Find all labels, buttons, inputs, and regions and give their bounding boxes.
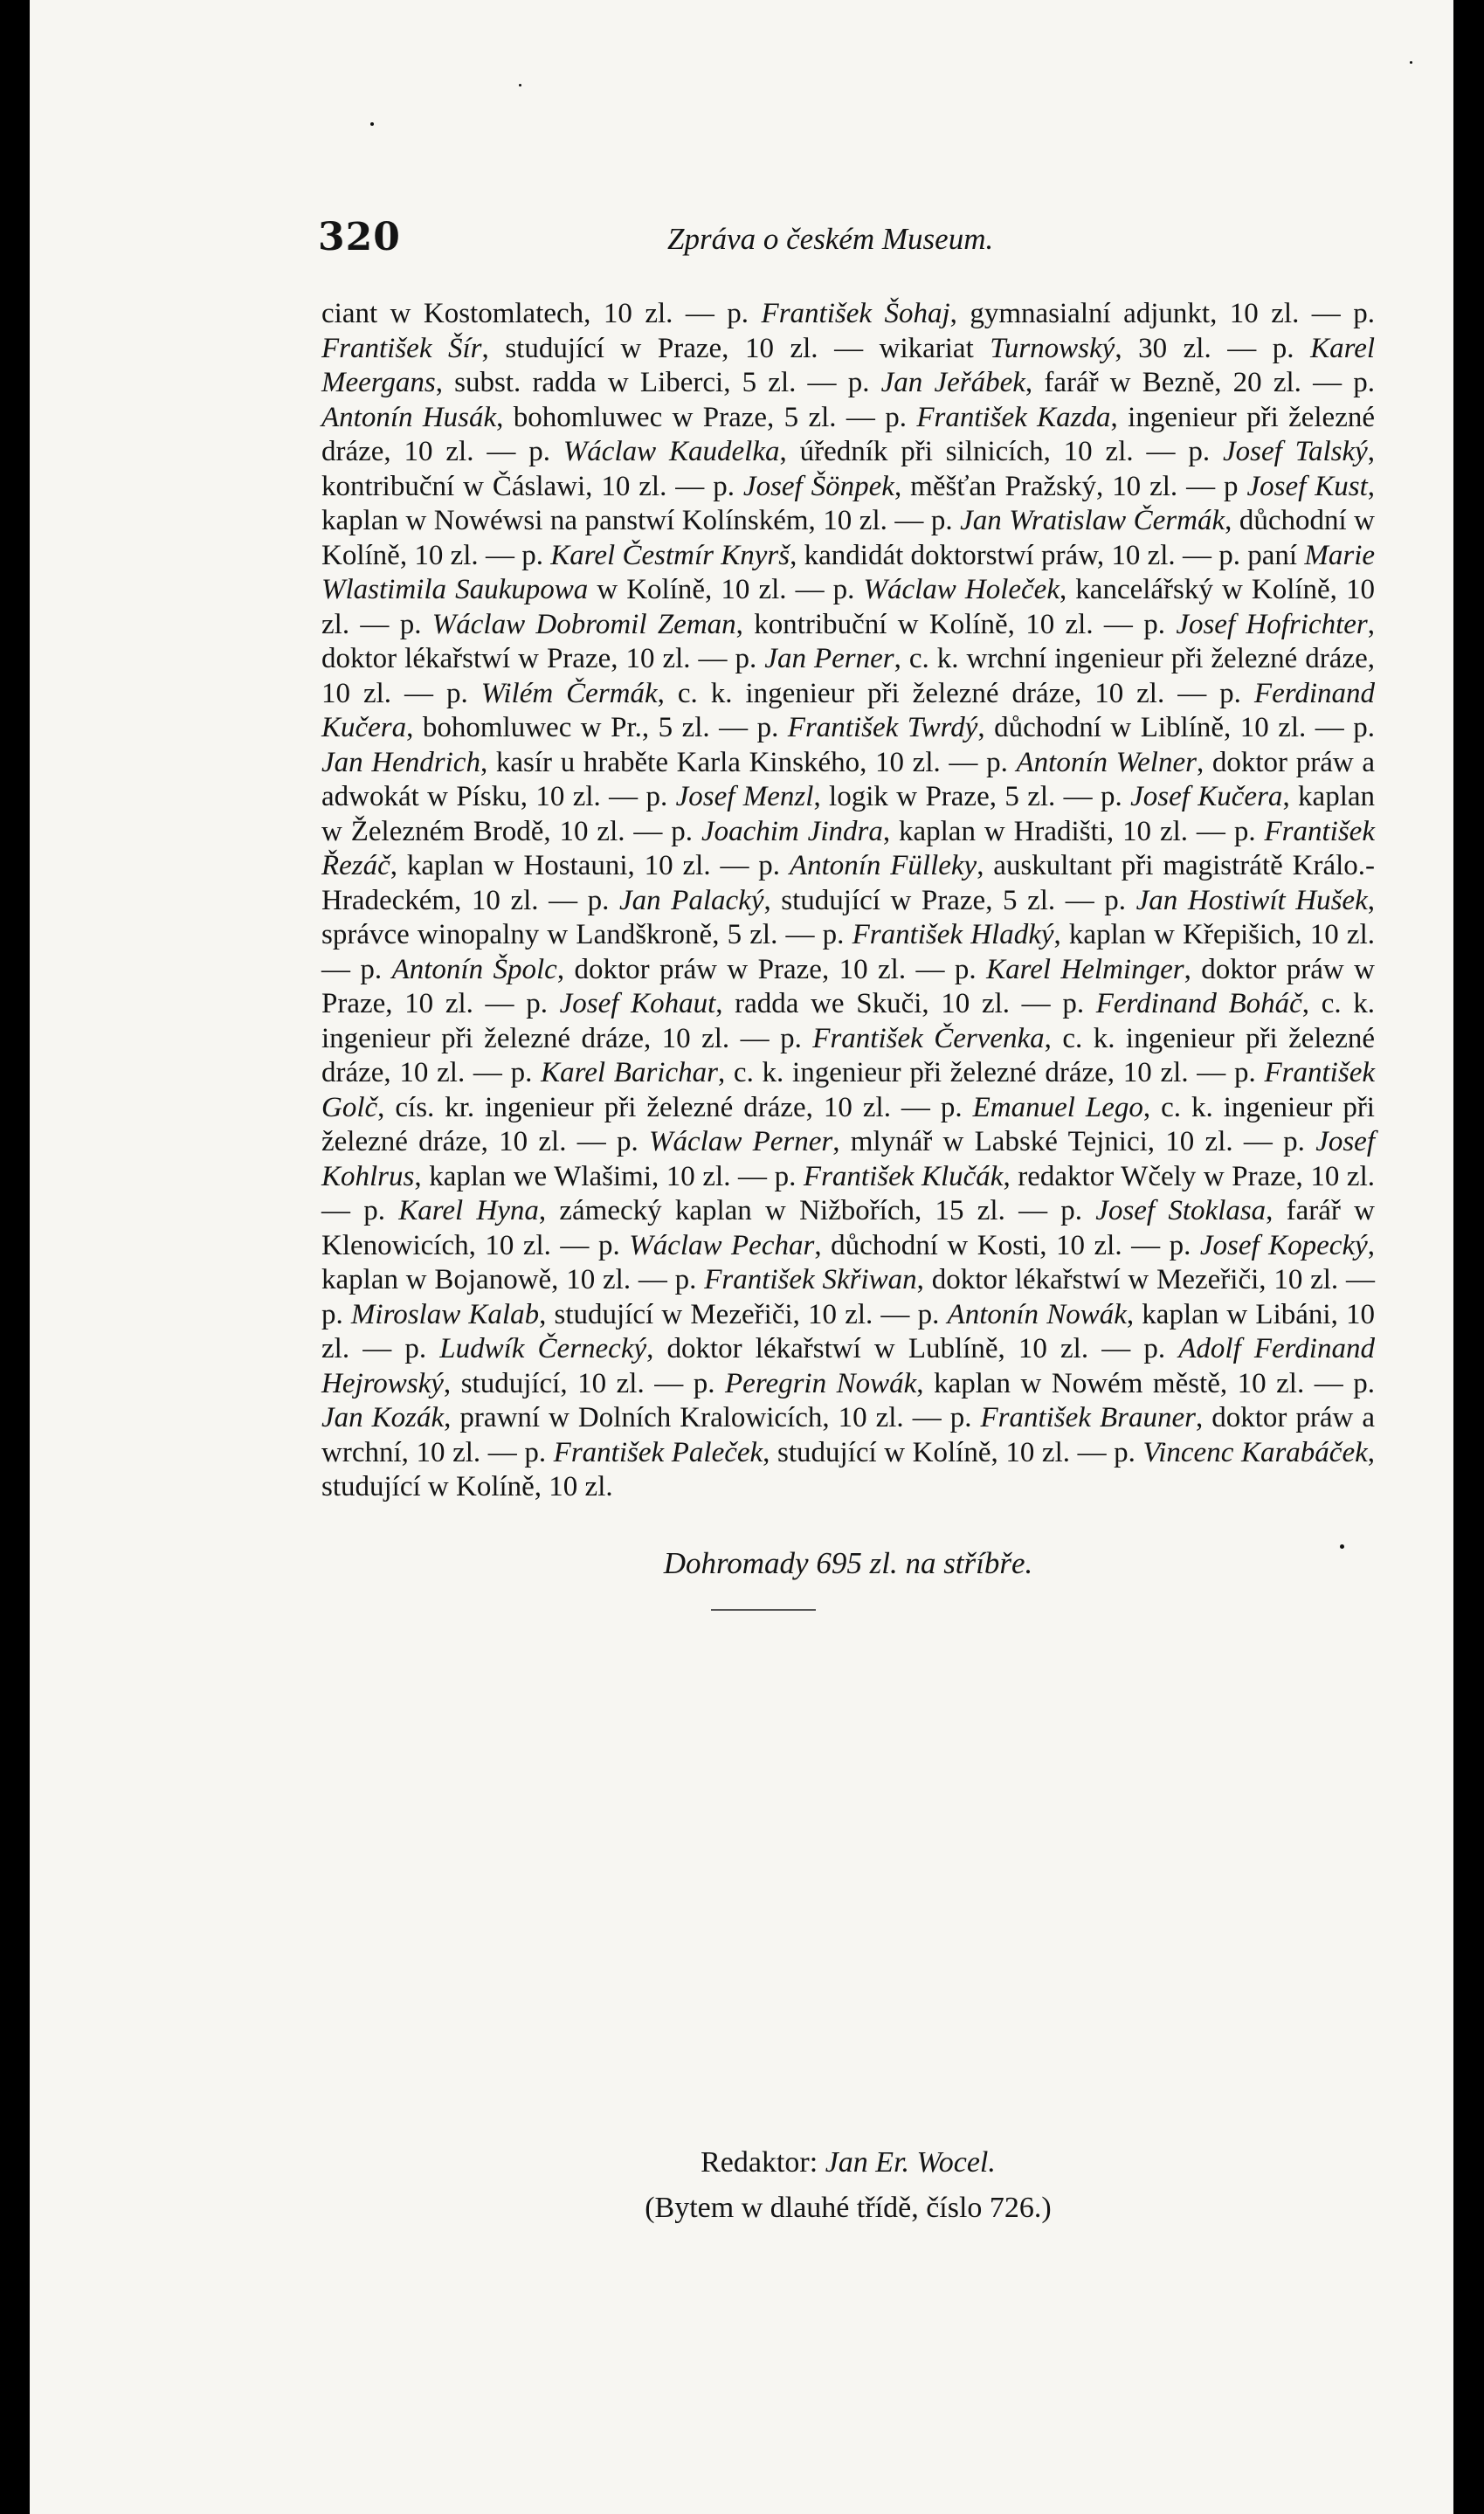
entry-text: , kontribuční w Kolíně, 10 zl. — p.	[735, 608, 1177, 640]
scan-speck	[370, 122, 374, 126]
person-name: František Hladký	[852, 919, 1054, 950]
entry-text: , doktor lékařstwí w Praze, 10 zl. — p.	[321, 608, 1375, 674]
running-title: Zpráva o českém Museum.	[667, 222, 994, 256]
person-name: Adolf Ferdinand Hejrowský	[321, 1333, 1375, 1399]
entry-text: , doktor lékařstwí w Mezeřiči, 10 zl. — p.	[321, 1264, 1375, 1330]
person-name: Joachim Jindra	[701, 815, 883, 847]
entry-text: , doktor lékařstwí w Lublíně, 10 zl. — p.	[646, 1333, 1179, 1364]
entry-text: , c. k. ingenieur při železné dráze, 10 zl. — p.	[321, 1022, 1376, 1088]
person-name: František Šohaj	[761, 298, 950, 329]
editor-line	[321, 2140, 1375, 2186]
person-name: František Twrdý	[787, 712, 978, 743]
entry-text: , doktor práw w Praze, 10 zl. — p.	[556, 953, 987, 985]
person-name: Wáclaw Dobromil Zeman	[431, 608, 736, 640]
entry-text: , gymnasialní adjunkt, 10 zl. — p.	[949, 298, 1375, 329]
person-name: Josef Stoklasa	[1095, 1195, 1267, 1226]
person-name: Ferdinand Boháč	[1095, 988, 1302, 1019]
entry-text: , redaktor Wčely w Praze, 10 zl. — p.	[321, 1160, 1375, 1226]
person-name: František Brauner	[980, 1402, 1196, 1433]
entry-text: , auskultant při magistrátě Králo.-Hradeckém, 10 zl. — p.	[321, 850, 1375, 916]
person-name: Josef Šönpek	[742, 470, 894, 502]
person-name: František Paleček	[553, 1436, 763, 1468]
entry-text: , c. k. ingenieur při železné dráze, 10 zl. — p.	[717, 1057, 1265, 1088]
entry-text: , studující w Praze, 10 zl. — wikariat	[481, 332, 990, 364]
entry-text: , doktor práw a adwokát w Písku, 10 zl. — p.	[321, 746, 1375, 812]
donor-list-text	[321, 297, 1375, 1505]
person-name: Peregrin Nowák	[725, 1367, 917, 1399]
donor-list-paragraph	[321, 297, 1375, 1505]
person-name: Karel Hyna	[398, 1195, 539, 1226]
editor-label: Redaktor:	[701, 2146, 818, 2179]
entry-text: , farář w Klenowicích, 10 zl. — p.	[321, 1195, 1375, 1261]
person-name: Karel Helminger	[986, 953, 1184, 985]
entry-text: , úředník při silnicích, 10 zl. — p.	[779, 436, 1223, 467]
person-name: František Červenka	[812, 1022, 1045, 1054]
person-name: František Šír	[321, 332, 482, 364]
entry-text: , kaplan w Hradišti, 10 zl. — p.	[882, 815, 1265, 847]
entry-text: , kaplan w Nowém městě, 10 zl. — p.	[916, 1367, 1376, 1399]
person-name: Jan Palacký	[618, 884, 764, 916]
entry-text: , studující w Kolíně, 10 zl.	[321, 1436, 1375, 1502]
entry-text: , c. k. wrchní ingenieur při železné dráze, 10 zl. — p.	[321, 643, 1375, 709]
person-name: Miroslaw Kalab	[350, 1298, 540, 1330]
person-name: Karel Barichar	[541, 1057, 718, 1088]
separator-rule	[711, 1609, 816, 1611]
entry-text: , měšťan Pražský, 10 zl. — p	[894, 470, 1247, 502]
page-number: 320	[318, 215, 401, 259]
entry-text: , zámecký kaplan w Nižbořích, 15 zl. — p.	[538, 1195, 1096, 1226]
person-name: Wilém Čermák	[480, 677, 658, 709]
entry-text: , c. k. ingenieur při železné dráze, 10 zl. — p.	[321, 988, 1375, 1054]
entry-text: , kaplan w Železném Brodě, 10 zl. — p.	[321, 781, 1376, 847]
person-name: Wáclaw Perner	[649, 1126, 833, 1157]
person-name: Josef Kopecký	[1199, 1229, 1368, 1261]
person-name: Jan Perner	[764, 643, 894, 674]
entry-text: ciant w Kostomlatech, 10 zl. — p.	[321, 298, 762, 329]
editor-address: (Bytem w dlauhé třídě, číslo 726.)	[645, 2192, 1052, 2224]
entry-text: , subst. radda w Liberci, 5 zl. — p.	[435, 367, 881, 398]
person-name: Josef Kučera	[1130, 781, 1283, 812]
person-name: Jan Hendrich	[321, 746, 480, 778]
person-name: Karel Meergans	[321, 332, 1376, 398]
person-name: Josef Kohlrus	[321, 1126, 1375, 1192]
editor-name: Jan Er. Wocel.	[825, 2146, 996, 2179]
person-name: František Řezáč	[321, 815, 1375, 881]
entry-text: , kaplan w Nowéwsi na panstwí Kolínském, 10 zl. — p.	[321, 470, 1375, 536]
person-name: František Kazda	[916, 401, 1111, 433]
page-header	[318, 215, 1078, 276]
entry-text: , cís. kr. ingenieur při železné dráze, 10 zl. — p.	[377, 1091, 973, 1123]
entry-text: , kontribuční w Čáslawi, 10 zl. — p.	[321, 436, 1375, 502]
entry-text: , kaplan w Hostauni, 10 zl. — p.	[390, 850, 790, 881]
entry-text: , farář w Bezně, 20 zl. — p.	[1025, 367, 1376, 398]
entry-text: , kaplan w Libáni, 10 zl. — p.	[321, 1298, 1375, 1364]
person-name: Antonín Špolc	[391, 953, 557, 985]
entry-text: , kasír u hraběte Karla Kinského, 10 zl. — p.	[480, 746, 1017, 778]
entry-text: , kandidát doktorstwí práw, 10 zl. — p. paní	[790, 539, 1305, 571]
person-name: Jan Hostiwít Hušek	[1135, 884, 1368, 916]
scan-speck	[1340, 1544, 1344, 1549]
total-line: Dohromady 695 zl. na stříbře.	[663, 1546, 1033, 1580]
entry-text: w Kolíně, 10 zl. — p.	[588, 574, 864, 605]
person-name: František Klučák	[803, 1160, 1004, 1192]
person-name: Josef Hofrichter	[1176, 608, 1368, 640]
person-name: Vincenc Karabáček	[1142, 1436, 1368, 1468]
entry-text: , 30 zl. — p.	[1115, 332, 1311, 364]
entry-text: , mlynář w Labské Tejnici, 10 zl. — p.	[832, 1126, 1316, 1157]
entry-text: , c. k. ingenieur při železné dráze, 10 zl. — p.	[657, 677, 1254, 709]
scan-speck	[519, 84, 521, 86]
entry-text: , důchodní w Kolíně, 10 zl. — p.	[321, 505, 1375, 571]
entry-text: , radda we Skuči, 10 zl. — p.	[715, 988, 1096, 1019]
entry-text: , logik w Praze, 5 zl. — p.	[813, 781, 1131, 812]
person-name: Antonín Nowák	[947, 1298, 1127, 1330]
person-name: Wáclaw Pechar	[629, 1229, 815, 1261]
entry-text: , bohomluwec w Pr., 5 zl. — p.	[406, 712, 788, 743]
entry-text: , studující w Praze, 5 zl. — p.	[763, 884, 1136, 916]
entry-text: , ingenieur při železné dráze, 10 zl. — p.	[321, 401, 1376, 467]
entry-text: , důchodní w Liblíně, 10 zl. — p.	[977, 712, 1375, 743]
editor-block	[321, 2140, 1375, 2231]
person-name: Jan Wratislaw Čermák	[960, 505, 1225, 536]
scan-speck	[1410, 61, 1412, 64]
person-name: Antonín Husák	[321, 401, 497, 433]
person-name: Jan Kozák	[321, 1402, 445, 1433]
entry-text: , kaplan we Wlašimi, 10 zl. — p.	[414, 1160, 804, 1192]
person-name: Josef Kust	[1246, 470, 1368, 502]
entry-text: , kaplan w Bojanowě, 10 zl. — p.	[321, 1229, 1376, 1295]
person-name: František Skřiwan	[704, 1264, 917, 1295]
person-name: Ferdinand Kučera	[321, 677, 1375, 743]
entry-text: , prawní w Dolních Kralowicích, 10 zl. — p.	[444, 1402, 981, 1433]
entry-text: , kancelářský w Kolíně, 10 zl. — p.	[321, 574, 1375, 640]
entry-text: , c. k. ingenieur při železné dráze, 10 zl. — p.	[321, 1091, 1375, 1157]
person-name: Josef Kohaut	[559, 988, 716, 1019]
entry-text: , bohomluwec w Praze, 5 zl. — p.	[496, 401, 917, 433]
person-name: Antonín Fülleky	[789, 850, 977, 881]
entry-text: , studující, 10 zl. — p.	[443, 1367, 726, 1399]
person-name: Ludwík Černecký	[439, 1333, 647, 1364]
entry-text: , studující w Kolíně, 10 zl. — p.	[763, 1436, 1143, 1468]
person-name: Turnowský	[990, 332, 1115, 364]
person-name: Marie Wlastimila Saukupowa	[321, 539, 1376, 605]
entry-text: , doktor práw w Praze, 10 zl. — p.	[321, 953, 1375, 1019]
person-name: Emanuel Lego	[972, 1091, 1143, 1123]
entry-text: , kaplan w Křepišich, 10 zl. — p.	[321, 919, 1375, 985]
book-page	[30, 0, 1453, 2514]
person-name: Karel Čestmír Knyrš	[550, 539, 790, 571]
entry-text: , správce winopalny w Landškroně, 5 zl. — p.	[321, 884, 1375, 950]
person-name: Wáclaw Kaudelka	[563, 436, 780, 467]
person-name: Wáclaw Holeček	[863, 574, 1060, 605]
person-name: Antonín Welner	[1016, 746, 1197, 778]
entry-text: , důchodní w Kosti, 10 zl. — p.	[814, 1229, 1200, 1261]
person-name: Josef Talský	[1222, 436, 1368, 467]
person-name: Jan Jeřábek	[880, 367, 1025, 398]
person-name: František Golč	[321, 1057, 1375, 1123]
person-name: Josef Menzl	[675, 781, 814, 812]
entry-text: , doktor práw a wrchní, 10 zl. — p.	[321, 1402, 1376, 1468]
entry-text: , studující w Mezeřiči, 10 zl. — p.	[539, 1298, 948, 1330]
